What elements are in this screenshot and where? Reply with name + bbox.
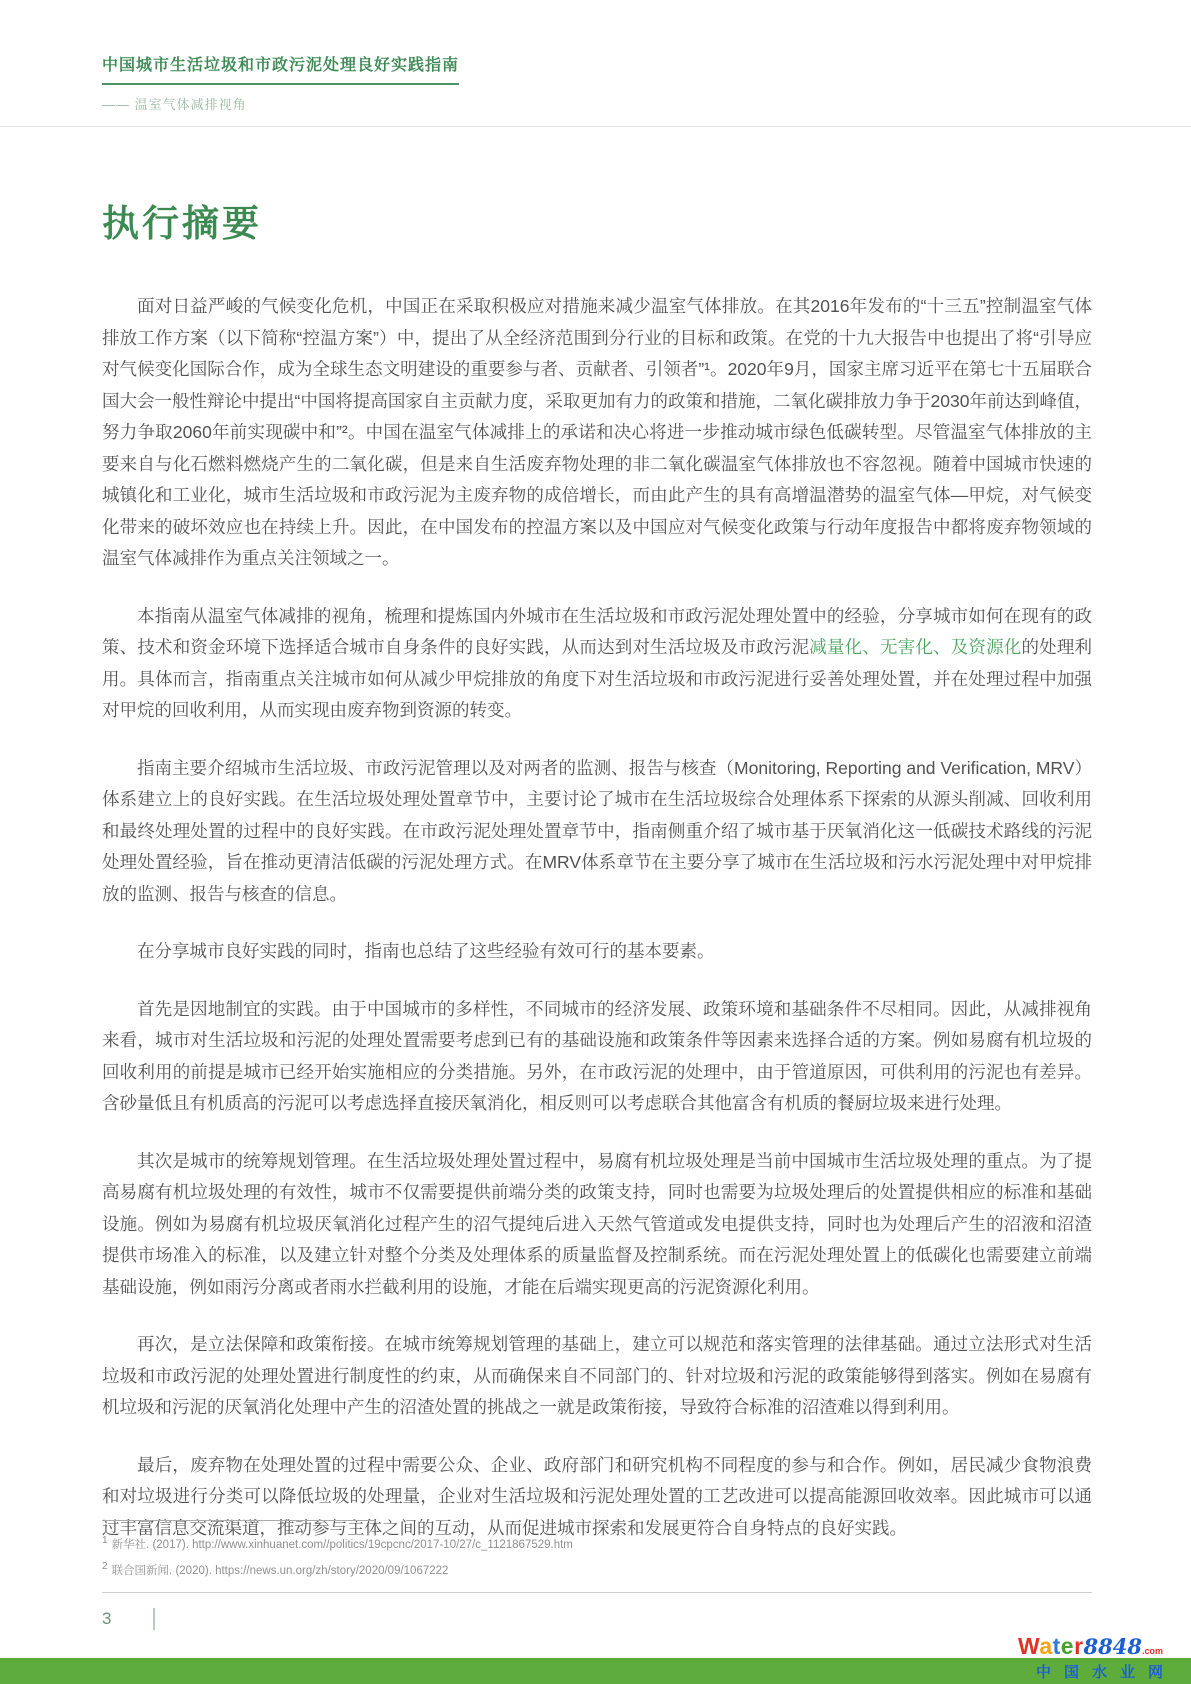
logo-number-8848: 8848 [1083, 1634, 1142, 1659]
page-title: 执行摘要 [102, 203, 262, 244]
footnote-2-marker: 2 [102, 1560, 108, 1572]
paragraph-6: 其次是城市的统筹规划管理。在生活垃圾处理处置过程中，易腐有机垃圾处理是当前中国城市生活垃圾处理的重点。为了提高易腐有机垃圾处理的有效性，城市不仅需要提供前端分类的政策支持，同时也需要为垃圾处理后的处置提供相应的标准和基础设施。例如为易腐有机垃圾厌氧消化过程产生的沼气提纯后进入天然气管道或发电提供支持，同时也为处理后产生的沼液和沼渣提供市场准入的标准，以及建立针对整个分类及处理体系的质量监督及控制系统。而在污泥处理处置上的低碳化也需要建立前端基础设施，例如雨污分离或者雨水拦截利用的设施，才能在后端实现更高的污泥资源化利用。 [102, 1150, 1092, 1297]
logo-word-water: Water [1017, 1633, 1084, 1659]
footer-green-bar [0, 1658, 1191, 1684]
paragraph-7: 再次，是立法保障和政策衔接。在城市统筹规划管理的基础上，建立可以规范和落实管理的法律基础。通过立法形式对生活垃圾和市政污泥的处理处置进行制度性的约束，从而确保来自不同部门的、针对垃圾和污泥的政策能够得到落实。例如在易腐有机垃圾和污泥的厌氧消化处理中产生的沼渣处置的挑战之一就是政策衔接，导致符合标准的沼渣难以得到利用。 [102, 1334, 1092, 1417]
footnote-2-text: 联合国新闻. (2020). https://news.un.org/zh/story/2020/09/1067222 [111, 1564, 449, 1577]
paragraph-3: 指南主要介绍城市生活垃圾、市政污泥管理以及对两者的监测、报告与核查（Monitoring, Reporting and Verification, MRV）体系建立上的良好实践。在生活垃圾处理处置章节中，主要讨论了城市在生活垃圾综合处理体系下探索的从源头削减、回收利用和最终处理处置的过程中的良好实践。在市政污泥处理处置章节中，指南侧重介绍了城市基于厌氧消化这一低碳技术路线的污泥处理处置经验，旨在推动更清洁低碳的污泥处理方式。在MRV体系章节在主要分享了城市在生活垃圾和污水污泥处理中对甲烷排放的监测、报告与核查的信息。 [102, 757, 1092, 904]
logo-wordmark [1018, 1635, 1163, 1658]
document-title: 中国城市生活垃圾和市政污泥处理良好实践指南 [102, 52, 459, 85]
bottom-divider [102, 1592, 1092, 1593]
paragraph-4: 在分享城市良好实践的同时，指南也总结了这些经验有效可行的基本要素。 [137, 941, 715, 961]
footnote-1 [102, 1530, 1092, 1556]
footnote-2 [102, 1556, 1092, 1582]
paragraph-1: 面对日益严峻的气候变化危机，中国正在采取积极应对措施来减少温室气体排放。在其2016年发布的“十三五”控制温室气体排放工作方案（以下简称“控温方案”）中，提出了从全经济范围到分行业的目标和政策。在党的十九大报告中也提出了将“引导应对气候变化国际合作，成为全球生态文明建设的重要参与者、贡献者、引领者”¹。2020年9月，国家主席习近平在第七十五届联合国大会一般性辩论中提出“中国将提高国家自主贡献力度，采取更加有力的政策和措施，二氧化碳排放力争于2030年前达到峰值，努力争取2060年前实现碳中和”²。中国在温室气体减排上的承诺和决心将进一步推动城市绿色低碳转型。尽管温室气体排放的主要来自与化石燃料燃烧产生的二氧化碳，但是来自生活废弃物处理的非二氧化碳温室气体排放也不容忽视。随着中国城市快速的城镇化和工业化，城市生活垃圾和市政污泥为主废弃物的成倍增长，而由此产生的具有高增温潜势的温室气体—甲烷，对气候变化带来的破坏效应也在持续上升。因此，在中国发布的控温方案以及中国应对气候变化政策与行动年度报告中都将废弃物领域的温室气体减排作为重点关注领域之一。 [102, 296, 1092, 568]
footnote-1-text: 新华社. (2017). http://www.xinhuanet.com//politics/19cpcnc/2017-10/27/c_1121867529.htm [111, 1538, 573, 1551]
water8848-logo [1017, 1633, 1176, 1683]
paragraph-2-highlight: 减量化、无害化、及资源化 [809, 637, 1022, 657]
footnote-1-marker: 1 [102, 1535, 108, 1546]
logo-tld-com: .com [1141, 1646, 1163, 1656]
page-number: 3 [102, 1608, 112, 1628]
paragraph-2-text: 本指南从温室气体减排的视角，梳理和提炼国内外城市在生活垃圾和市政污泥处理处置中的经验，分享城市如何在现有的政策、技术和资金环境下选择适合城市自身条件的良好实践，从而达到对生活垃圾及市政污泥 [102, 605, 1092, 657]
paragraph-5: 首先是因地制宜的实践。由于中国城市的多样性，不同城市的经济发展、政策环境和基础条件不尽相同。因此，从减排视角来看，城市对生活垃圾和污泥的处理处置需要考虑到已有的基础设施和政策条件等因素来选择合适的方案。例如易腐有机垃圾的回收利用的前提是城市已经开始实施相应的分类措施。另外，在市政污泥的处理中，由于管道原因，可供利用的污泥也有差异。含砂量低且有机质高的污泥可以考虑选择直接厌氧消化，相反则可以考虑联合其他富含有机质的餐厨垃圾来进行处理。 [102, 998, 1092, 1113]
paragraph-2-text-cont: 的处理利用。具体而言，指南重点关注城市如何从减少甲烷排放的角度下对生活垃圾和市政污泥进行妥善处理处置，并在处理过程中加强对甲烷的回收利用，从而实现由废弃物到资源的转变。 [102, 637, 1093, 720]
page-number-row [102, 1608, 1092, 1630]
page-number-separator [153, 1608, 155, 1630]
page-content [0, 193, 1191, 1544]
paragraph-8: 最后，废弃物在处理处置的过程中需要公众、企业、政府部门和研究机构不同程度的参与和合作。例如，居民减少食物浪费和对垃圾进行分类可以降低垃圾的处理量，企业对生活垃圾和污泥处理处置的工艺改进可以提高能源回收效率。因此城市可以通过丰富信息交流渠道，推动参与主体之间的互动，从而促进城市探索和发展更符合自身特点的良好实践。 [102, 1454, 1092, 1538]
logo-tagline: 中国水业网 [1035, 1664, 1176, 1681]
paragraph-2 [102, 601, 1092, 727]
header-divider [0, 126, 1191, 127]
page-header [0, 0, 1191, 113]
footnote-divider [102, 1520, 374, 1521]
document-subtitle: —— 温室气体减排视角 [102, 97, 247, 112]
footnote-area [102, 1520, 1092, 1630]
